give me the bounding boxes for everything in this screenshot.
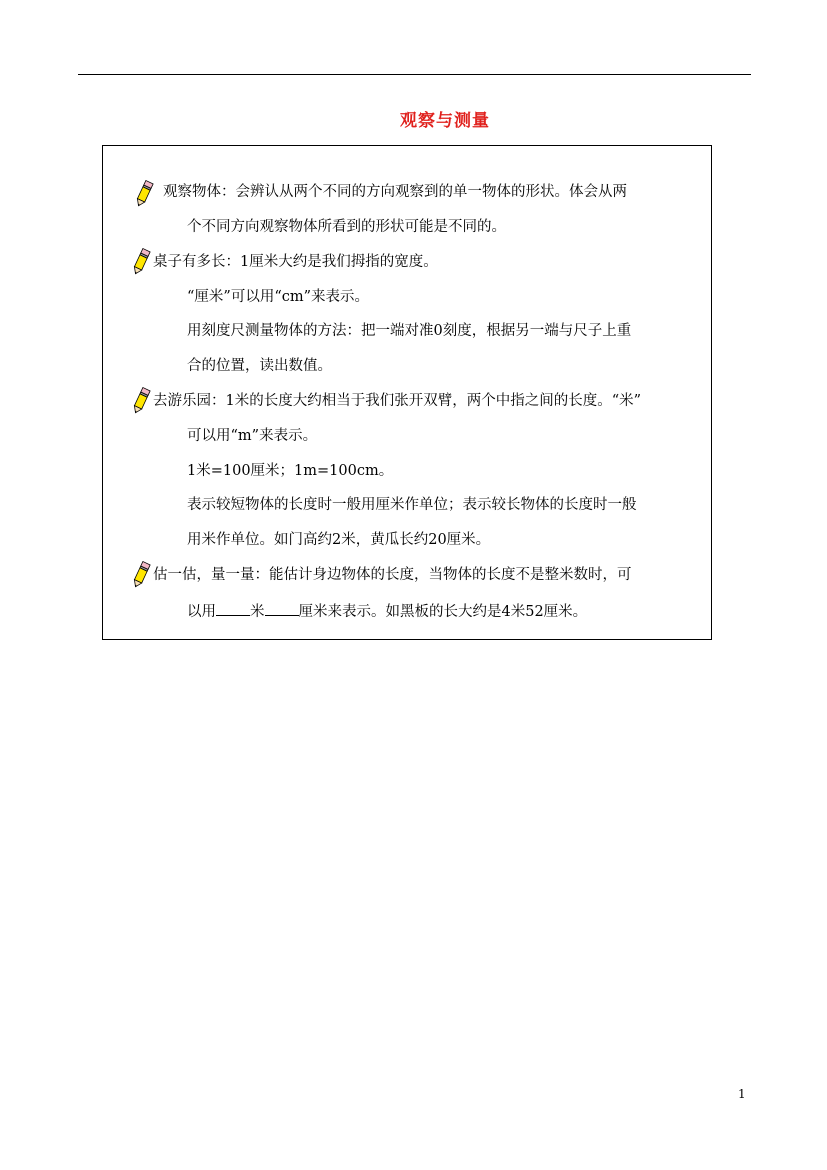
section-4-line-1: 估一估，量一量：能估计身边物体的长度，当物体的长度不是整米数时，可 [153,567,632,583]
section-2-line-2: “厘米”可以用“cm”来表示。 [187,289,370,305]
section-2-line-4: 合的位置，读出数值。 [187,358,332,374]
page-title: 观察与测量 [400,111,490,131]
pencil-icon [130,248,152,276]
section-1-line-2: 个不同方向观察物体所看到的形状可能是不同的。 [187,219,506,235]
section-3-line-4: 表示较短物体的长度时一般用厘米作单位；表示较长物体的长度时一般 [187,497,637,513]
pencil-icon [130,387,152,415]
section-3-line-3: 1米=100厘米；1m=100cm。 [187,463,394,479]
pencil-icon [130,561,152,589]
content-box [102,145,712,640]
section-4-mid: 米 [250,604,265,620]
page-number: 1 [738,1087,746,1101]
section-3-line-1: 去游乐园：1米的长度大约相当于我们张开双臂，两个中指之间的长度。“米” [153,393,642,409]
fill-blank-meter [216,600,250,616]
section-2-line-1: 桌子有多长：1厘米大约是我们拇指的宽度。 [153,254,438,270]
section-1-line-1: 观察物体：会辨认从两个不同的方向观察到的单一物体的形状。体会从两 [163,184,627,200]
section-4-suffix: 厘米来表示。如黑板的长大约是4米52厘米。 [298,604,588,620]
section-2-line-3: 用刻度尺测量物体的方法：把一端对准0刻度，根据另一端与尺子上重 [187,323,632,339]
header-rule [78,74,751,75]
section-4-line-2 [187,600,587,622]
pencil-icon [133,180,155,208]
section-3-line-2: 可以用“m”来表示。 [187,428,318,444]
section-4-prefix: 以用 [187,604,216,620]
fill-blank-centimeter [265,600,299,616]
section-3-line-5: 用米作单位。如门高约2米，黄瓜长约20厘米。 [187,532,491,548]
